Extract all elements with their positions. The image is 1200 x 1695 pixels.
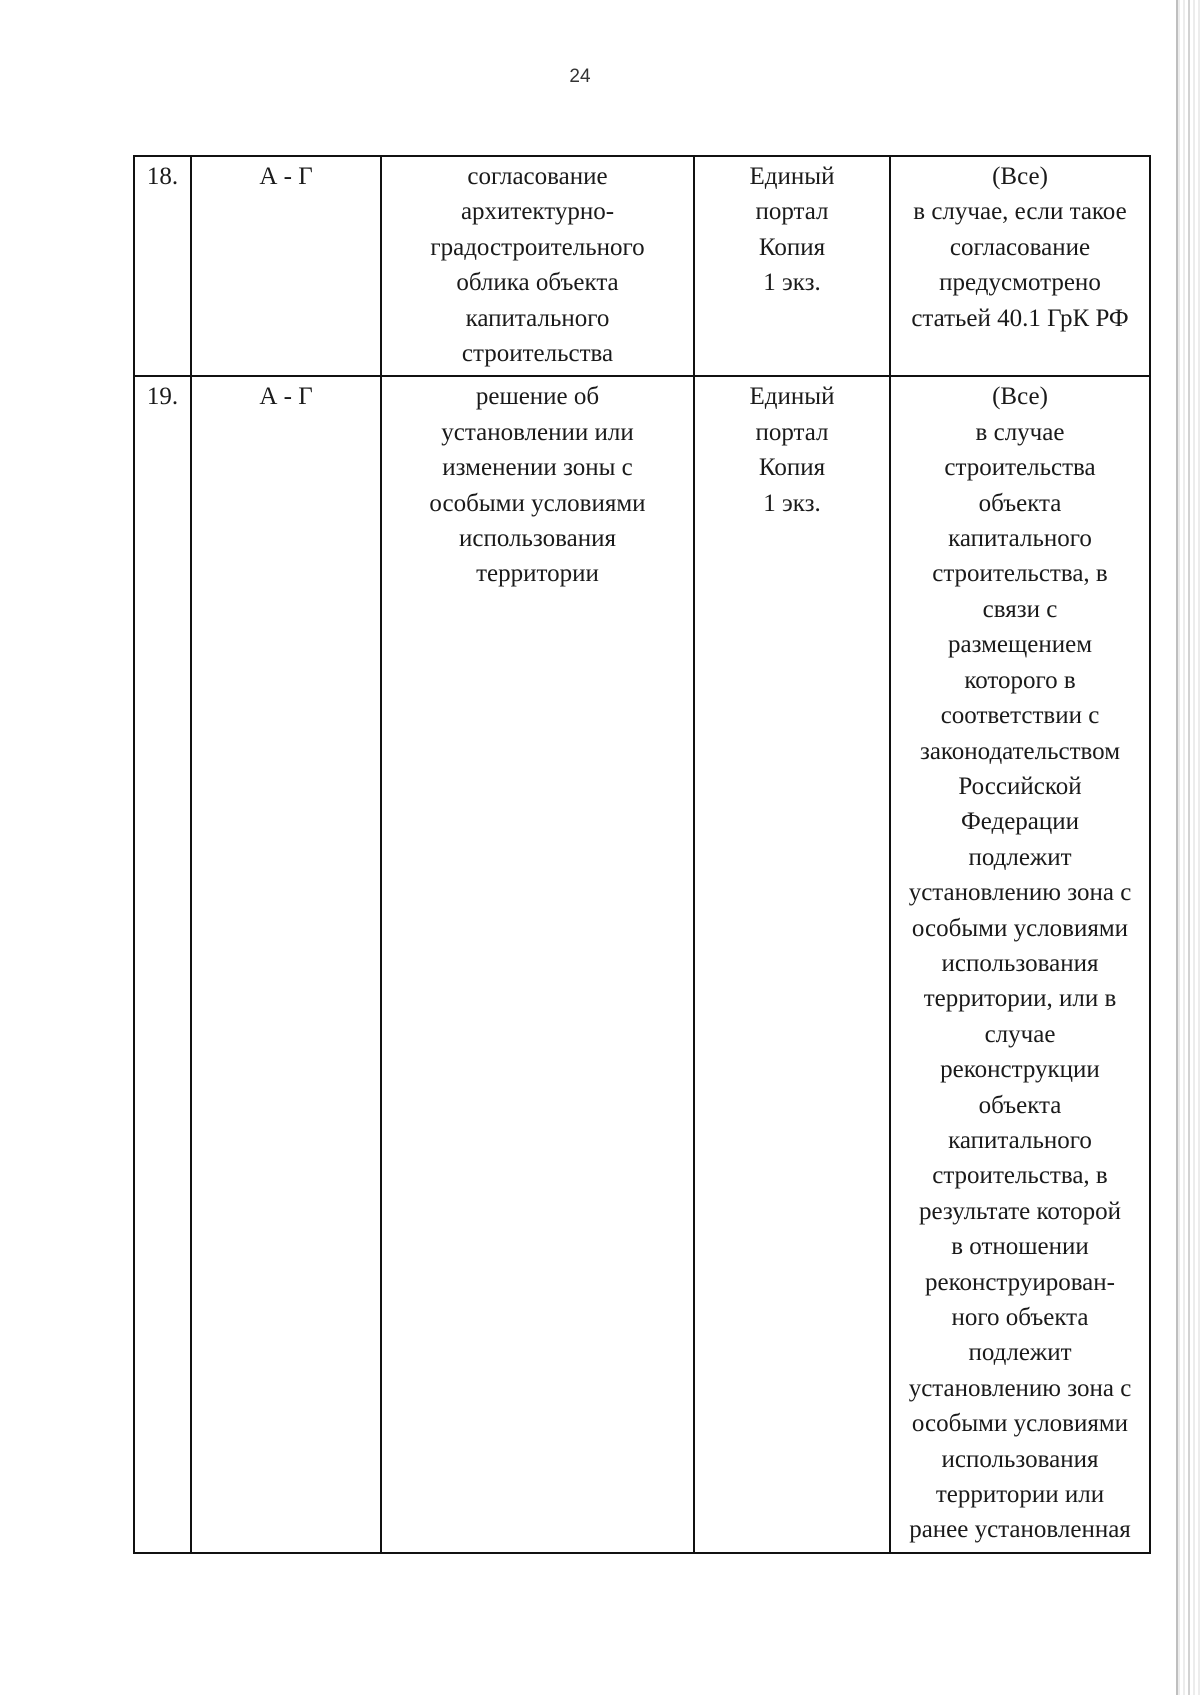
table-row	[134, 376, 1150, 1552]
cell-text-line: Копия	[758, 233, 826, 261]
note-cell	[890, 156, 1150, 376]
cell-text-line: реконструкции	[940, 1056, 1100, 1084]
cell-text-line: особыми условиями	[911, 1410, 1129, 1438]
cell-text-line: реконструирован-	[924, 1268, 1115, 1296]
source-cell	[694, 376, 890, 1552]
cell-text-line: установлении или	[441, 418, 634, 446]
cell-text-line: которого в	[964, 666, 1076, 694]
cell-text-line: статьей 40.1 ГрК РФ	[911, 304, 1129, 332]
cell-text-line: особыми условиями	[911, 914, 1129, 942]
document-table	[133, 155, 1151, 1554]
cell-text-line: строительства	[461, 340, 614, 368]
cell-text-line: капитального	[948, 525, 1092, 553]
cell-text-line: территории	[476, 560, 599, 588]
cell-text-line: ранее установленная	[909, 1516, 1131, 1544]
row-group: А - Г	[191, 376, 381, 1552]
page-number: 24	[569, 66, 591, 87]
note-cell	[890, 376, 1150, 1552]
cell-text-line: использования	[941, 949, 1099, 977]
cell-text-line: архитектурно-	[460, 198, 615, 226]
cell-text-line: в случае	[975, 418, 1065, 446]
cell-text-line: установлению зона с	[908, 879, 1132, 907]
cell-text-line: согласование	[949, 233, 1091, 261]
cell-text-line: использования	[941, 1445, 1099, 1473]
cell-text-line: решение об	[475, 383, 600, 411]
cell-text-line: 1 экз.	[763, 269, 821, 297]
cell-text-line: подлежит	[968, 1339, 1072, 1367]
cell-text-line: изменении зоны с	[442, 454, 633, 482]
source-cell	[694, 156, 890, 376]
cell-text-line: (Все)	[992, 383, 1048, 411]
cell-text-line: размещением	[947, 631, 1093, 659]
cell-text-line: законодательством	[919, 737, 1121, 765]
cell-text-line: объекта	[978, 489, 1062, 517]
cell-text-line: соответствии с	[940, 702, 1100, 730]
cell-text-line: особыми условиями	[429, 489, 646, 517]
cell-text-line: связи с	[982, 595, 1058, 623]
row-number: 19.	[134, 376, 191, 1552]
table-row	[134, 156, 1150, 376]
cell-text-line: случае	[984, 1020, 1056, 1048]
scan-edge-line	[1188, 0, 1190, 1695]
cell-text-line: Единый	[749, 383, 835, 411]
cell-text-line: Единый	[749, 163, 835, 190]
cell-text-line: в случае, если такое	[913, 198, 1127, 226]
cell-text-line: в отношении	[951, 1233, 1089, 1261]
cell-text-line: Российской	[958, 772, 1082, 800]
cell-text-line: портал	[755, 198, 829, 226]
row-group: А - Г	[191, 156, 381, 376]
cell-text-line: установлению зона с	[908, 1374, 1132, 1402]
cell-text-line: согласование	[467, 163, 608, 190]
cell-text-line: использования	[459, 525, 616, 553]
cell-text-line: 1 экз.	[763, 489, 821, 517]
cell-text-line: Федерации	[960, 808, 1080, 836]
cell-text-line: портал	[755, 418, 829, 446]
cell-text-line: территории, или в	[923, 985, 1117, 1013]
cell-text-line: подлежит	[968, 843, 1072, 871]
cell-text-line: (Все)	[992, 163, 1048, 190]
cell-text-line: строительства, в	[932, 1162, 1108, 1190]
row-number: 18.	[134, 156, 191, 376]
cell-text-line: предусмотрено	[939, 269, 1101, 297]
cell-text-line: облика объекта	[456, 269, 619, 297]
cell-text-line: территории или	[935, 1481, 1105, 1509]
cell-text-line: строительства	[944, 454, 1096, 482]
cell-text-line: ного объекта	[951, 1304, 1089, 1331]
cell-text-line: результате которой	[918, 1197, 1122, 1225]
cell-text-line: градостроительного	[430, 233, 645, 261]
document-name-cell	[381, 156, 694, 376]
cell-text-line: капитального	[948, 1126, 1092, 1154]
document-name-cell	[381, 376, 694, 1552]
cell-text-line: строительства, в	[932, 560, 1108, 588]
cell-text-line: объекта	[978, 1091, 1062, 1119]
cell-text-line: Копия	[758, 454, 826, 482]
cell-text-line: капитального	[465, 304, 610, 332]
